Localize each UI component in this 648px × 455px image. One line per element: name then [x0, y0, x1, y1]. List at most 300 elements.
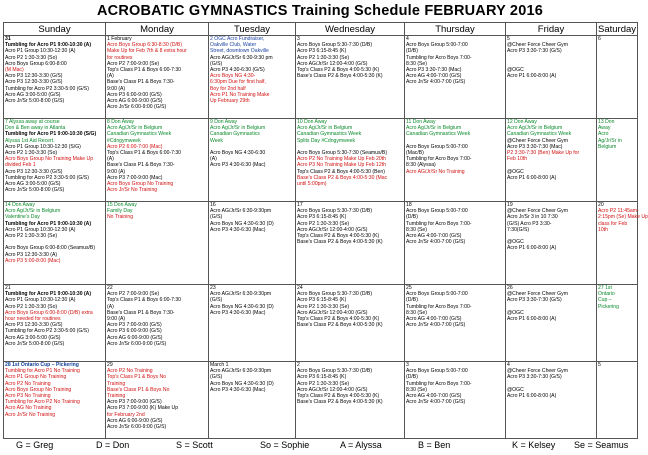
day-cell-thursday[interactable] — [405, 119, 506, 202]
schedule-line: 28 1st Ontario Cup – Pickering — [5, 362, 79, 368]
schedule-line: Top's Class P2 & Boys 4:00-5:30 (K) — [297, 316, 380, 323]
schedule-line: 24 — [297, 285, 303, 291]
schedule-line: Acro AG/Jr/Sr 12:00-4:00 (G/S) — [297, 386, 368, 393]
schedule-line: Tumbling for Acro P2 3:30-5:00 (G/S) — [5, 85, 89, 92]
schedule-line: Acro P2 1:30-3:30 (So) — [5, 150, 58, 157]
schedule-line: Base's Class P1 & Boys 7:30- — [107, 162, 175, 169]
schedule-line: Base's Class P2 & Boys 4:00-5:30 (K) — [297, 399, 383, 406]
schedule-line: Acro AG 6:00-9:00 (G/S) — [107, 334, 163, 341]
schedule-line: Acro AG 4:00-7:00 (G/S) — [406, 393, 462, 400]
day-cell-friday[interactable] — [506, 119, 597, 202]
schedule-line: Top's Class P1 & Boys 6:00-7:30 — [107, 297, 182, 304]
day-cell-content — [210, 36, 294, 118]
schedule-line: @OGC — [507, 239, 524, 246]
weekday-monday: Monday — [106, 23, 209, 36]
schedule-line: Tumbling for Acro Boys 7:00- — [406, 54, 472, 61]
schedule-line: Tumbling for Acro Boys 7:00- — [406, 156, 472, 163]
schedule-line: 29 — [107, 362, 113, 368]
schedule-line: 17 — [297, 202, 303, 208]
week-row — [4, 285, 638, 362]
schedule-line: Ontario — [598, 291, 615, 298]
day-cell-thursday[interactable] — [405, 362, 506, 439]
schedule-line: Acro AG/Jr/Sr 12:00-4:00 (G/S) — [297, 309, 368, 316]
schedule-line: Acro Boys NG 4:30- — [210, 73, 256, 80]
schedule-line: 18 — [406, 202, 412, 208]
schedule-line: March 1 — [210, 362, 229, 368]
legend-item: B = Ben — [418, 440, 451, 450]
schedule-line: 2:15pm (Se) Make Up — [598, 214, 648, 221]
schedule-line: (D/B) — [406, 48, 418, 55]
legend-item: K = Kelsey — [512, 440, 556, 450]
schedule-line: Acro P3 4:30-6:30 (Mac) — [210, 162, 266, 169]
schedule-line: @Cheer Force Cheer Gym — [507, 291, 568, 298]
schedule-line: 8:30 (Alyssa) — [406, 162, 436, 169]
schedule-line: Ag/Jr/Sr in — [598, 137, 622, 144]
schedule-line: Week — [210, 137, 223, 144]
schedule-line: Acro Boys NG 4:30-6:30 (D) — [210, 303, 274, 310]
day-cell-sunday[interactable] — [4, 119, 106, 202]
schedule-line: @Cheer Force Cheer Gym — [507, 208, 568, 215]
schedule-line: 9:00 (A) — [107, 168, 126, 175]
day-cell-friday[interactable] — [506, 202, 597, 285]
schedule-line: Acro P2 1:30-3:30 (Se) — [297, 380, 350, 387]
day-cell-content — [210, 362, 294, 438]
schedule-line: Acro P3 7:00-9:00 (K) Make Up — [107, 405, 179, 412]
schedule-line: Tumbling for Acro P1 9:00-10:30 (A) — [5, 220, 92, 227]
schedule-line: 13 Don — [598, 119, 615, 125]
weekday-friday: Friday — [506, 23, 597, 36]
schedule-line: Acro P1 Group No Training — [5, 374, 67, 381]
day-cell-content — [406, 285, 504, 361]
schedule-line: 10 Don Away — [297, 119, 327, 125]
schedule-line: 9:00 (A) — [107, 85, 126, 92]
schedule-line: 11 Don Away — [406, 119, 436, 125]
schedule-line: Acro P3 12:30-3:30 (A) — [5, 251, 58, 258]
day-cell-wednesday[interactable] — [296, 362, 405, 439]
schedule-line: (A) — [107, 156, 114, 163]
day-cell-saturday[interactable] — [597, 36, 638, 119]
day-cell-sunday[interactable] — [4, 202, 106, 285]
schedule-line: Top's Class P2 & Boys 4:00-5:30 (K) — [297, 67, 380, 74]
schedule-line: @OGC — [507, 386, 524, 393]
week-row — [4, 362, 638, 439]
schedule-line: @Cheer Force Cheer Gym — [507, 42, 568, 49]
day-cell-content — [107, 202, 207, 284]
weekday-sunday: Sunday — [4, 23, 106, 36]
schedule-line: 15 Don Away — [107, 202, 137, 208]
day-cell-content — [5, 119, 104, 201]
day-cell-friday[interactable] — [506, 36, 597, 119]
schedule-line: 20 — [598, 202, 604, 208]
schedule-line: Acro P3 6:15-8:45 (K) — [297, 297, 347, 304]
day-cell-monday[interactable] — [106, 285, 209, 362]
schedule-line: Acro Boys Group 6:30-8:30 (D/B) — [107, 42, 183, 49]
schedule-line: Acro AG 6:00-9:00 (G/S) — [107, 98, 163, 105]
schedule-line: class for Feb — [598, 220, 628, 227]
schedule-line: (G/S) — [210, 297, 223, 304]
schedule-line: Acro Ag/Jr/Sr in Belgium — [210, 125, 266, 132]
day-cell-friday[interactable] — [506, 285, 597, 362]
schedule-line: Acro P2 1:30-3:30 (Se) — [5, 233, 58, 240]
schedule-line: Acro P2 6:00-7:00 (Mac) — [107, 143, 163, 150]
schedule-line: Acro AG/Jr/Sr 12:00-4:00 (G/S) — [297, 60, 368, 67]
schedule-line: Acro P1 6:00-8:00 (A) — [507, 245, 557, 252]
day-cell-friday[interactable] — [506, 362, 597, 439]
schedule-line: Acro Boys NG 4:30-6:30 (D) — [210, 220, 274, 227]
schedule-line: Acro Jr/Sr 4:00-7:00 (G/S) — [406, 399, 466, 406]
schedule-line: (D/B) — [406, 374, 418, 381]
schedule-line: Base's Class P2 & Boys 4:00-5:30 (K) — [297, 73, 383, 80]
schedule-line: Acro Jr/Sr 4:00-7:00 (G/S) — [406, 79, 466, 86]
day-cell-saturday[interactable] — [597, 285, 638, 362]
schedule-line: 22 — [107, 285, 113, 291]
schedule-line: Acro AG 4:00-7:00 (G/S) — [406, 316, 462, 323]
schedule-line: Acro Boys Group 5:30-7:30 (D/B) — [297, 368, 373, 375]
schedule-line: Acro P3 3:30-7:30 (Mac) — [406, 67, 462, 74]
schedule-line: Acro Jr/Sr 5:00-8:00 (G/S) — [5, 187, 65, 194]
schedule-line: Tumbling for Acro P2 3:30-5:00 (G/S) — [5, 174, 89, 181]
day-cell-content — [598, 36, 636, 118]
schedule-line: Acro Boys Group No Training — [5, 386, 72, 393]
day-cell-content — [5, 362, 104, 438]
schedule-line: Tumbling for Acro P2 3:30-5:00 (G/S) — [5, 328, 89, 335]
day-cell-content — [598, 285, 636, 361]
schedule-line: 31 — [5, 36, 11, 42]
schedule-line: Acro AG/Jr/Sr 6:30-9:30pm — [210, 208, 272, 215]
coach-legend — [0, 438, 640, 454]
schedule-line: Away — [598, 125, 611, 132]
schedule-line: Acro AG 3:00-5:00 (G/S) — [5, 181, 61, 188]
day-cell-wednesday[interactable] — [296, 119, 405, 202]
day-cell-saturday[interactable] — [597, 202, 648, 285]
day-cell-sunday[interactable] — [4, 36, 106, 119]
schedule-line: Acro P1 No Training Make — [210, 91, 270, 98]
schedule-line: (D/B) — [406, 214, 418, 221]
schedule-line: Base's Class P2 & Boys 4:00-5:30 (Mac — [297, 174, 388, 181]
schedule-line: 12 Don Away — [507, 119, 537, 125]
schedule-line: 5 — [507, 36, 510, 42]
schedule-line: Acro Boys Group 5:00-7:00 — [406, 208, 468, 215]
schedule-line: Acro P3 5:00-8:00 (Mac) — [5, 257, 61, 264]
legend-item: G = Greg — [16, 440, 54, 450]
schedule-line: @Cheer Force Cheer Gym — [507, 368, 568, 375]
schedule-line: @Cheer Force Cheer Gym — [507, 137, 568, 144]
schedule-line: Acro P3 7:00-9:00 (G/S) — [107, 399, 162, 406]
schedule-line: Acro Jr/Sr 4:00-7:00 (G/S) — [406, 322, 466, 329]
schedule-line: Acro P2 7:00-9:00 (Se) — [107, 291, 160, 298]
schedule-line: Acro P3 6:15-8:45 (K) — [297, 48, 347, 55]
schedule-line: Acro P1 6:00-8:00 (A) — [507, 174, 557, 181]
schedule-line: Feb 10th — [507, 156, 528, 163]
schedule-line: Top's Class P1 & Boys 6:00-7:30 — [107, 67, 182, 74]
day-cell-content — [107, 362, 207, 438]
schedule-line: (A) — [210, 156, 217, 163]
page-title: ACROBATIC GYMNASTICS Training Schedule FEBRUARY 2016 — [96, 3, 543, 19]
schedule-line: Acro AG/Jr/Sr 6:30-9:30 pm — [210, 54, 273, 61]
schedule-line: (Mac/B) — [406, 150, 424, 157]
schedule-line: Top's Class P1 & Boys 6:00-7:30 — [107, 150, 182, 157]
schedule-line: Acro Jr/Sr No Training — [5, 411, 56, 418]
schedule-line: Valentine's Day — [5, 214, 40, 221]
schedule-line: Up February 29th — [210, 98, 250, 105]
schedule-line: Acro P1 6:00-8:00 (A) — [507, 393, 557, 400]
schedule-line: Acro AG 4:00-7:00 (G/S) — [406, 73, 462, 80]
schedule-line: 25 — [406, 285, 412, 291]
day-cell-content — [5, 285, 104, 361]
schedule-line: Acro P3 6:00-9:00 (G/S) — [107, 91, 162, 98]
schedule-line: 2 — [297, 362, 300, 368]
day-cell-saturday[interactable] — [597, 119, 638, 202]
day-cell-content — [406, 119, 504, 201]
schedule-line: Base's Class P1 & Boys 7:30- — [107, 79, 175, 86]
day-cell-content — [507, 202, 595, 284]
schedule-line: Acro P1 Group 10:30-12:30 (A) — [5, 297, 76, 304]
schedule-line: Acro AG 3:00-5:00 (G/S) — [5, 91, 61, 98]
day-cell-content — [5, 202, 104, 284]
schedule-line: Acro Boys Group No Training — [107, 181, 174, 188]
day-cell-content — [210, 285, 294, 361]
schedule-line: Acro P3 12:30-3:30 (G/S) — [5, 168, 63, 175]
day-cell-tuesday[interactable] — [209, 119, 296, 202]
schedule-line: Acro P3 12:30-3:30 (G/S) — [5, 322, 63, 329]
schedule-line: Acro AG/Jr/Sr 12:00-4:00 (G/S) — [297, 226, 368, 233]
schedule-line: Alyssa 1st Aid Recert. — [5, 137, 55, 144]
schedule-line: Acro P3 6:00-9:00 (G/S) — [107, 328, 162, 335]
weekday-thursday: Thursday — [405, 23, 506, 36]
schedule-line: Don & Ben away in Atlanta — [5, 125, 66, 132]
schedule-line: Acro P2 11:45am- — [598, 208, 639, 215]
day-cell-saturday[interactable] — [597, 362, 638, 439]
schedule-line: Tumbling for Acro P2 No Training — [5, 399, 80, 406]
schedule-line: @OGC — [507, 67, 524, 74]
schedule-line: for routines — [107, 54, 133, 61]
day-cell-tuesday[interactable] — [209, 362, 296, 439]
schedule-line: Canadian Gymnastics — [210, 131, 260, 138]
day-cell-sunday[interactable] — [4, 362, 106, 439]
schedule-line: Acro P3 12:30-3:30 (G/S) — [5, 73, 63, 80]
schedule-line: 10th — [598, 226, 608, 233]
day-cell-content — [297, 202, 403, 284]
schedule-line: Belgium — [598, 143, 617, 150]
schedule-line: Acro P3 7:00-9:00 (Mac) — [107, 174, 163, 181]
day-cell-content — [406, 362, 504, 438]
weekday-tuesday: Tuesday — [209, 23, 296, 36]
schedule-line: Acro P3 4:30-6:30 (G/S) — [210, 67, 265, 74]
schedule-line: Acro P2 7:00-9:00 (Se) — [107, 60, 160, 67]
day-cell-content — [598, 119, 636, 201]
schedule-line: Acro Boys Group 5:30-7:30 (D/B) — [297, 42, 373, 49]
schedule-line: Acro P1 Group 10:30-12:30 (A) — [5, 48, 76, 55]
schedule-line: 23 — [210, 285, 216, 291]
schedule-line: (G/S) — [210, 214, 223, 221]
schedule-line: Tumbling for Acro P1 No Training — [5, 368, 80, 375]
schedule-line: No Training — [107, 214, 134, 221]
schedule-line: Street, downtown Oakville — [210, 48, 269, 55]
day-cell-wednesday[interactable] — [296, 285, 405, 362]
schedule-line: Acro P3 4:30-6:30 (Mac) — [210, 386, 266, 393]
schedule-line: Acro Boys Group 6:00-8:00 (D/B) extra — [5, 309, 93, 316]
schedule-line: hour needed for routines — [5, 316, 61, 323]
schedule-line: (A) — [107, 303, 114, 310]
schedule-line: Acro Jr/Sr 4:00-7:00 (G/S) — [406, 239, 466, 246]
schedule-line: Acro Jr/Sr 5:00-8:00 (G/S) — [5, 340, 65, 347]
schedule-line: Acro P1 Group 10:30-12:30 (S/G) — [5, 143, 81, 150]
week-row — [4, 119, 638, 202]
day-cell-wednesday[interactable] — [296, 36, 405, 119]
day-cell-content — [507, 119, 595, 201]
day-cell-content — [297, 119, 403, 201]
day-cell-thursday[interactable] — [405, 36, 506, 119]
legend-item: A = Alyssa — [340, 440, 382, 450]
schedule-line: 6 — [598, 36, 601, 42]
schedule-line: Tumbling for Acro P1 9:00-10:30 (A) — [5, 42, 92, 49]
schedule-line: Acro AG/Jr/Sr 6:30-9:30pm — [210, 291, 272, 298]
day-cell-content — [406, 36, 504, 118]
schedule-line: Canadian Gymnastics Week — [297, 131, 362, 138]
schedule-line: Top's Class P2 & Boys 4:00-5:30 (Ben) — [297, 168, 385, 175]
schedule-line: Acro P2 1:30-3:30 (Se) — [297, 303, 350, 310]
day-cell-content — [107, 36, 207, 118]
schedule-line: Top's Class P1 & Boys No — [107, 374, 167, 381]
day-cell-content — [210, 202, 294, 284]
day-cell-monday[interactable] — [106, 36, 209, 119]
schedule-line: @OGC — [507, 309, 524, 316]
schedule-line: Tumbling for Acro P1 9:00-10:30 (A) — [5, 291, 92, 298]
schedule-line: Canadian Gymnastics Week — [107, 131, 172, 138]
day-cell-tuesday[interactable] — [209, 202, 296, 285]
day-cell-tuesday[interactable] — [209, 285, 296, 362]
schedule-line: Base's Class P2 & Boys 4:00-5:30 (K) — [297, 239, 383, 246]
schedule-line: Acro P3 No Training — [5, 393, 51, 400]
schedule-line: Top's Class P2 & Boys 4:00-5:30 (K) — [297, 393, 380, 400]
schedule-line: Acro Boys Group 5:00-7:00 — [406, 368, 468, 375]
day-cell-content — [507, 36, 595, 118]
schedule-line: 1 February — [107, 36, 132, 42]
schedule-line: Acro — [598, 131, 609, 138]
schedule-line: Acro P3 12:30-3:30 (G/S) — [5, 79, 63, 86]
day-cell-content — [598, 202, 648, 284]
schedule-line: divided Feb 1 — [5, 162, 36, 169]
schedule-line: Acro Jr/Sr 6:00-9:00 (G/S) — [107, 340, 167, 347]
legend-item: So = Sophie — [260, 440, 310, 450]
schedule-line: Acro Ag/Jr/Sr in Belgium — [107, 125, 163, 132]
week-row — [4, 202, 638, 285]
schedule-line: Training — [107, 393, 126, 400]
schedule-line: until 5:00pm) — [297, 181, 327, 188]
schedule-line: Acro Boys Group 5:00-7:00 — [406, 143, 468, 150]
schedule-line: Acro P3 6:15-8:45 (K) — [297, 374, 347, 381]
schedule-line: Pickering — [598, 303, 619, 310]
day-cell-content — [5, 36, 104, 118]
day-cell-sunday[interactable] — [4, 285, 106, 362]
schedule-line: Acro P2 1:30-3:30 (Se) — [297, 220, 350, 227]
schedule-line: Canadian Gymnastics Week — [406, 131, 471, 138]
day-cell-monday[interactable] — [106, 119, 209, 202]
schedule-line: 4 — [406, 36, 409, 42]
schedule-line: Tumbling for Acro Boys 7:00- — [406, 380, 472, 387]
schedule-line: Acro P3 3:30-7:30 (G/S) — [507, 297, 562, 304]
schedule-line: (D/B) — [406, 297, 418, 304]
schedule-line: 8:30 (Se) — [406, 226, 427, 233]
schedule-line: Acro P3 6:15-8:45 (K) — [297, 214, 347, 221]
day-cell-thursday[interactable] — [405, 202, 506, 285]
schedule-line: Acro Boys Group 6:00-8:00 — [5, 60, 67, 67]
schedule-line: 4 — [507, 362, 510, 368]
schedule-line: Acro P3 3:30-7:30 (G/S) — [507, 374, 562, 381]
schedule-line: Tumbling for Acro Boys 7:00- — [406, 220, 472, 227]
day-cell-monday[interactable] — [106, 202, 209, 285]
day-cell-content — [107, 119, 207, 201]
schedule-line: Boy for 2nd half — [210, 85, 246, 92]
schedule-line: Acro Boys Group 5:30-7:30 (D/B) — [297, 208, 373, 215]
schedule-line: Acro P2 No Training Make Up Feb 20th — [297, 156, 386, 163]
schedule-line: (G/S) — [210, 374, 223, 381]
schedule-line: Acro Boys Group 5:00-7:00 — [406, 291, 468, 298]
schedule-line: Acro Boys NG 4:30-6:30 — [210, 150, 266, 157]
schedule-line: Acro Boys Group 5:30-7:30 (Seamus/B) — [297, 150, 388, 157]
schedule-line: Acro Jr/Sr 3 in 10 7:30 — [507, 214, 558, 221]
schedule-line: Acro P3 4:30-6:30 (Mac) — [210, 226, 266, 233]
schedule-line: (G/S) — [210, 60, 223, 67]
legend-item: Se = Seamus — [574, 440, 629, 450]
schedule-line: Training — [107, 380, 126, 387]
day-cell-content — [507, 362, 595, 438]
day-cell-tuesday[interactable] — [209, 36, 296, 119]
schedule-line: Acro Boys Group 5:00-7:00 — [406, 42, 468, 49]
schedule-line: Acro AG/Jr/Sr 6:30-9:30pm — [210, 368, 272, 375]
schedule-line: Acro P2 1:30-3:30 (So) — [5, 54, 58, 61]
schedule-line: 19 — [507, 202, 513, 208]
legend-item: D = Don — [96, 440, 130, 450]
schedule-line: Acro P1 6:00-8:00 (A) — [507, 73, 557, 80]
day-cell-content — [107, 285, 207, 361]
schedule-line: Acro P1 Group 10:30-12:30 (A) — [5, 226, 76, 233]
schedule-line: Acro AG/Jr/Sr No Training — [406, 168, 465, 175]
schedule-line: Family Day — [107, 208, 133, 215]
schedule-line: Acro Boys Group 5:30-7:30 (D/B) — [297, 291, 373, 298]
day-cell-content — [210, 119, 294, 201]
schedule-line: Acro P2 1:30-3:30 (Se) — [297, 54, 350, 61]
schedule-line: 6:30pm Due for first half, — [210, 79, 266, 86]
week-row — [4, 36, 638, 119]
schedule-line: Acro Ag/Jr/Sr in Belgium — [507, 125, 563, 132]
schedule-line: Acro AG No Training — [5, 405, 52, 412]
schedule-line: Acro P3 4:30-6:30 (Mac) — [210, 309, 266, 316]
day-cell-content — [297, 362, 403, 438]
day-cell-thursday[interactable] — [405, 285, 506, 362]
schedule-line: Base's Class P1 & Boys 7:30- — [107, 309, 175, 316]
legend-item: S = Scott — [176, 440, 213, 450]
day-cell-monday[interactable] — [106, 362, 209, 439]
schedule-line: Acro Boys Group 6:00-8:00 (Seamus/B) — [5, 245, 96, 252]
calendar-grid — [3, 22, 648, 439]
schedule-line: 3 — [406, 362, 409, 368]
weekday-saturday: Saturday — [597, 23, 637, 35]
schedule-line: Acro Ag/Jr/Sr in Belgium — [406, 125, 462, 132]
schedule-line: Base's Class P1 & Boys No — [107, 386, 170, 393]
schedule-line: Make Up for Feb 7th & 8 extra hour — [107, 48, 187, 55]
day-cell-wednesday[interactable] — [296, 202, 405, 285]
schedule-line: Tumbling for Acro P1 9:00-10:30 (S/G) — [5, 131, 97, 138]
schedule-line: Acro Boys NG 4:30-6:30 (D) — [210, 380, 274, 387]
day-cell-content — [406, 202, 504, 284]
schedule-line: 7 Alyssa away at course — [5, 119, 60, 125]
schedule-line: Acro Jr/Sr 5:00-8:00 (G/S) — [5, 98, 65, 105]
schedule-line: 14 Don Away — [5, 202, 35, 208]
schedule-line: Acro P2 1:30-3:30 (So) — [5, 303, 58, 310]
schedule-line: Acro Jr/Sr No Training — [107, 187, 158, 194]
schedule-line: Acro P2 No Training — [107, 368, 153, 375]
